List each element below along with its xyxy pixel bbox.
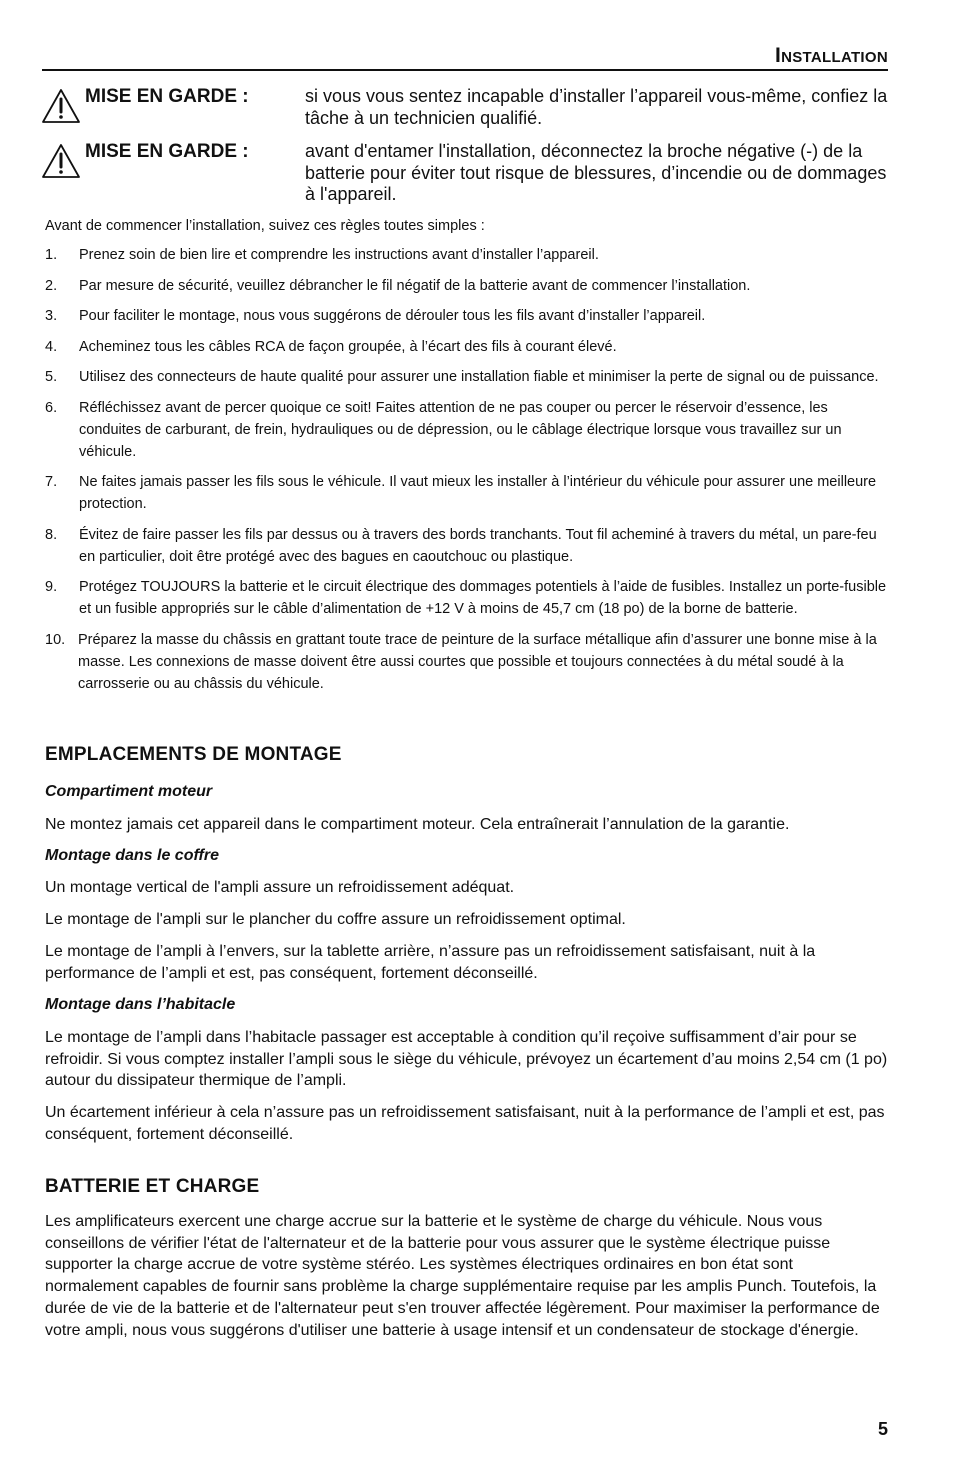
list-text: Prenez soin de bien lire et comprendre les instructions avant d’installer l’appareil. (79, 247, 599, 263)
section-header (775, 44, 888, 68)
list-item (45, 524, 888, 568)
list-text: Préparez la masse du châssis en grattant toute trace de peinture de la surface métallique afin d’assurer une bonne mise à la masse. Les connexions de masse doivent être aussi courtes que possible et toujours connectées à du métal soudé à la carrosserie ou au châssis du véhicule. (78, 631, 877, 692)
cabin-subheading: Montage dans l’habitacle (45, 996, 236, 1013)
engine-text: Ne montez jamais cet appareil dans le compartiment moteur. Cela entraînerait l’annulation de la garantie. (45, 816, 790, 833)
list-number: 10. (45, 631, 66, 648)
header-rule (42, 69, 888, 71)
battery-text: Les amplificateurs exercent une charge accrue sur la batterie et le système de charge du véhicule. Nous vous conseillons de vérifier l'état de l'alternateur et de la batterie pour vous assurer que le système électrique puisse supporter la charge accrue de votre système stéréo. Les systèmes électriques ordinaires en bon état sont normalement capables de fournir sans problème la charge supplémentaire requise par les amplis Punch. Toutefois, la durée de vie de la batterie et de l'alternateur peut s'en trouver affectée légèrement. Pour maximiser la performance de votre ampli, nous vous suggérons d'utiliser une batterie à usage intensif et un condensateur de stockage d'énergie. (45, 1213, 880, 1339)
header-first-letter: I (774, 44, 782, 67)
page-number: 5 (877, 1419, 888, 1439)
list-text: Par mesure de sécurité, veuillez débrancher le fil négatif de la batterie avant de commencer l’installation. (79, 277, 751, 294)
list-number: 6. (45, 399, 58, 416)
list-number: 9. (45, 579, 58, 595)
list-item (45, 629, 888, 695)
list-item (45, 275, 888, 297)
list-text: Ne faites jamais passer les fils sous le véhicule. Il vaut mieux les installer à l’intérieur du véhicule pour assurer une meilleure protection. (79, 474, 877, 512)
header-rest: NSTALLATION (781, 49, 888, 66)
warning-label: MISE EN GARDE : (85, 86, 249, 107)
trunk-paragraph-2: Le montage de l'ampli sur le plancher du coffre assure un refroidissement optimal. (45, 911, 626, 928)
list-number: 3. (45, 308, 58, 324)
warning-triangle-icon (41, 143, 81, 179)
list-text: Protégez TOUJOURS la batterie et le circuit électrique des dommages potentiels à l’aide de fusibles. Installez un porte-fusible et un fusible appropriés sur le câble d’alimentation de +12 V à moins de 45,7 cm (18 po) de la borne de batterie. (79, 579, 887, 617)
list-text: Utilisez des connecteurs de haute qualité pour assurer une installation fiable et minimiser la perte de signal ou de puissance. (79, 369, 879, 385)
warning-triangle-icon (41, 88, 81, 124)
list-number: 1. (45, 247, 58, 263)
list-number: 5. (45, 369, 58, 385)
list-item (45, 576, 888, 620)
cabin-paragraph-1: Le montage de l’ampli dans l’habitacle passager est acceptable à condition qu’il reçoive suffisamment d’air pour se refroidir. Si vous comptez installer l’ampli sous le siège du véhicule, prévoyez un écartement d’au moins 2,54 cm (1 po) autour du dissipateur thermique de l’ampli. (45, 1029, 888, 1090)
cabin-paragraph-2: Un écartement inférieur à cela n’assure pas un refroidissement satisfaisant, nuit à la performance de l’ampli et est, pas conséquent, fortement déconseillé. (45, 1104, 885, 1143)
rules-list (45, 244, 888, 703)
list-number: 4. (45, 338, 58, 355)
list-text: Réfléchissez avant de percer quoique ce soit! Faites attention de ne pas couper ou percer le réservoir d’essence, les conduites de carburant, de frein, hydrauliques ou de dépression, ou le câblage électrique lorsque vous travaillez sur un véhicule. (79, 399, 842, 460)
list-item (45, 244, 888, 266)
list-item (45, 471, 888, 515)
rules-intro: Avant de commencer l’installation, suivez ces règles toutes simples : (45, 218, 485, 234)
list-item (45, 366, 888, 388)
list-text: Acheminez tous les câbles RCA de façon groupée, à l’écart des fils à courant élevé. (79, 338, 617, 355)
list-number: 2. (45, 277, 58, 294)
warning-label: MISE EN GARDE : (85, 141, 249, 162)
list-item (45, 336, 888, 358)
battery-heading: BATTERIE ET CHARGE (45, 1176, 260, 1197)
warning-text: avant d'entamer l'installation, déconnectez la broche négative (-) de la batterie pour éviter tout risque de blessures, d’incendie ou de dommages à l'appareil. (305, 141, 887, 204)
list-text: Pour faciliter le montage, nous vous suggérons de dérouler tous les fils avant d’installer l’appareil. (79, 308, 706, 324)
list-number: 8. (45, 526, 58, 543)
list-number: 7. (45, 474, 58, 490)
trunk-subheading: Montage dans le coffre (45, 847, 219, 864)
trunk-paragraph-1: Un montage vertical de l'ampli assure un refroidissement adéquat. (45, 879, 515, 896)
warning-text: si vous vous sentez incapable d’installer l’appareil vous-même, confiez la tâche à un technicien qualifié. (305, 86, 888, 128)
list-text: Évitez de faire passer les fils par dessus ou à travers des bords tranchants. Tout fil acheminé à travers du métal, un pare-feu en particulier, doit être protégé avec des bagues en caoutchouc ou plastique. (79, 526, 877, 565)
trunk-paragraph-3: Le montage de l’ampli à l’envers, sur la tablette arrière, n’assure pas un refroidissement satisfaisant, nuit à la performance de l’ampli et est, pas conséquent, fortement déconseillé. (45, 943, 816, 982)
list-item (45, 397, 888, 463)
mounting-heading: EMPLACEMENTS DE MONTAGE (45, 744, 342, 765)
list-item (45, 305, 888, 327)
engine-subheading: Compartiment moteur (45, 783, 213, 800)
